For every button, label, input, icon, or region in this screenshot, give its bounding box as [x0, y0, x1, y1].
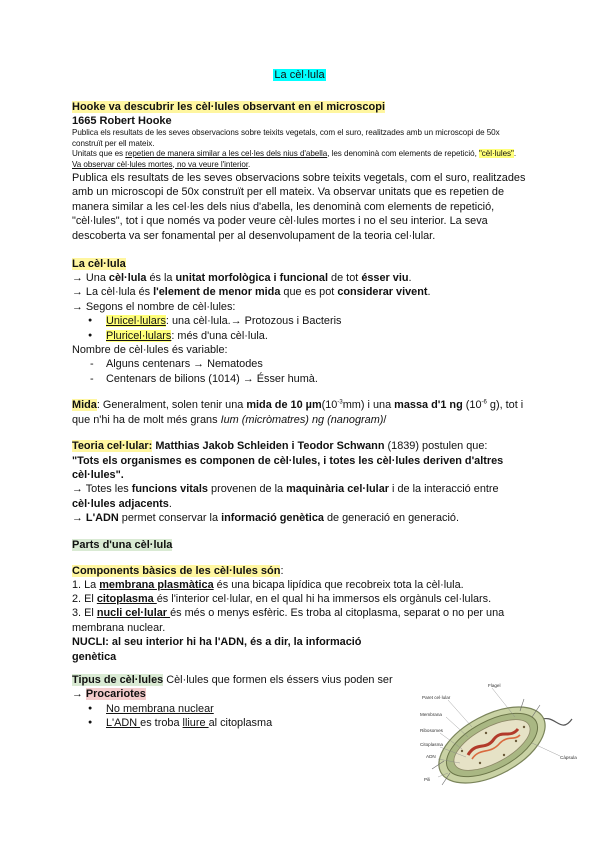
hooke-note-2: Unitats que es repetien de manera similar a les cel·les dels nius d'abella, les denominà com elements de repetició, "cèl·lules". [72, 149, 517, 158]
list-item: ● Pluricel·lulars: més d'una cèl·lula. [72, 329, 527, 343]
cellula-line-3: → Segons el nombre de cèl·lules: [72, 300, 236, 313]
figure-label: Ribosomes [420, 728, 443, 733]
nucli-note: NUCLI: al seu interior hi ha l'ADN, és a dir, la informació genètica [72, 636, 362, 663]
document-page [72, 64, 527, 731]
figure-label: Càpsula [560, 755, 577, 760]
hooke-heading: Hooke va descubrir les cèl·lules observant en el microscopi [72, 101, 386, 113]
tipus-heading: Tipus de cèl·lules Cèl·lules que formen els éssers vius poden ser [72, 673, 393, 686]
teoria-quote: "Tots els organismes es componen de cèl·lules, i totes les cèl·lules deriven d'altres cèl·lules". [72, 454, 504, 481]
parts-heading: Parts d'una cèl·lula [72, 538, 173, 551]
component-3: 3. El nucli cel·lular és més o menys esfèric. Es troba al citoplasma, separat o no per una membrana nuclear. [72, 607, 505, 634]
cellula-line-2: → La cèl·lula és l'element de menor mida que es pot considerar vivent. [72, 286, 431, 299]
cell-count-list [72, 314, 527, 343]
figure-label: ADN [426, 754, 436, 759]
procariotes-heading: → Procariotes [72, 688, 146, 701]
components-heading: Components bàsics de les cèl·lules són: [72, 564, 284, 577]
mida-paragraph: Mida: Generalment, solen tenir una mida de 10 $\mu m(10^{-3}mm)$ i una massa d'1 ng ($10^{-6}$ g), tot i que n'hi ha de molt més grans Ium (micròmatres) ng (nanogram)/ [72, 399, 524, 426]
figure-label: Flagel [488, 683, 501, 688]
cellula-line-1: → Una cèl·lula és la unitat morfològica i funcional de tot ésser viu. [72, 272, 412, 285]
list-item: - Alguns centenars → Nematodes [72, 357, 527, 371]
teoria-line-1: → Totes les funcions vitals provenen de la maquinària cel·lular i de la interacció entre cèl·lules adjacents. [72, 483, 499, 510]
cellula-heading: La cèl·lula [72, 258, 126, 271]
page-title: La cèl·lula [274, 69, 325, 81]
teoria-line-2: → L'ADN permet conservar la informació genètica de generació en generació. [72, 512, 459, 525]
component-2: 2. El citoplasma és l'interior cel·lular, en el qual hi ha immersos els orgànuls cel·lulars. [72, 592, 492, 605]
list-item: - Centenars de bilions (1014) → Ésser humà. [72, 372, 527, 386]
figure-label: Membrana [420, 712, 442, 717]
hooke-paragraph: Publica els resultats de les seves observacions sobre teixits vegetals, com el suro, realitzades amb un microscopi de 50x construït per ell mateix. Va observar unitats que es repetien de manera similar a les cel·les dels nius d'abella, les denominà com elements de repetició, "cèl·lules", tot i que només va poder veure cèl·lules mortes i no el seu interior. La seva descoberta va ser fonamental per al desenvolupament de la teoria cel·lular. [72, 172, 526, 242]
figure-label: Pili [424, 777, 431, 782]
hooke-note-3: Va observar cèl·lules mortes, no va veure l'interior. [72, 159, 251, 169]
list-item: ● Unicel·lulars: una cèl·lula.→ Protozous i Bacteris [72, 314, 527, 328]
figure-label: Citoplasma [420, 742, 443, 747]
list-item: ● L'ADN es troba lliure al citoplasma [72, 716, 527, 730]
cell-illustration [420, 681, 578, 801]
figure-label: Paret cel·lular [422, 695, 451, 700]
component-1: 1. La membrana plasmàtica és una bicapa lipídica que recobreix tota la cèl·lula. [72, 578, 464, 591]
teoria-heading: Teoria cel·lular: Matthias Jakob Schleiden i Teodor Schwann (1839) postulen que: [72, 440, 488, 453]
prokaryote-cell-figure [420, 681, 578, 801]
list-item: ● No membrana nuclear [72, 702, 527, 716]
hooke-year: 1665 Robert Hooke [72, 115, 172, 127]
cell-number-list [72, 357, 527, 386]
cellula-line-4: Nombre de cèl·lules és variable: [72, 344, 228, 357]
hooke-note-1: Publica els resultats de les seves observacions sobre teixits vegetals, com el suro, realitzades amb un microscopi de 50x construït per ell mateix. [72, 128, 500, 148]
